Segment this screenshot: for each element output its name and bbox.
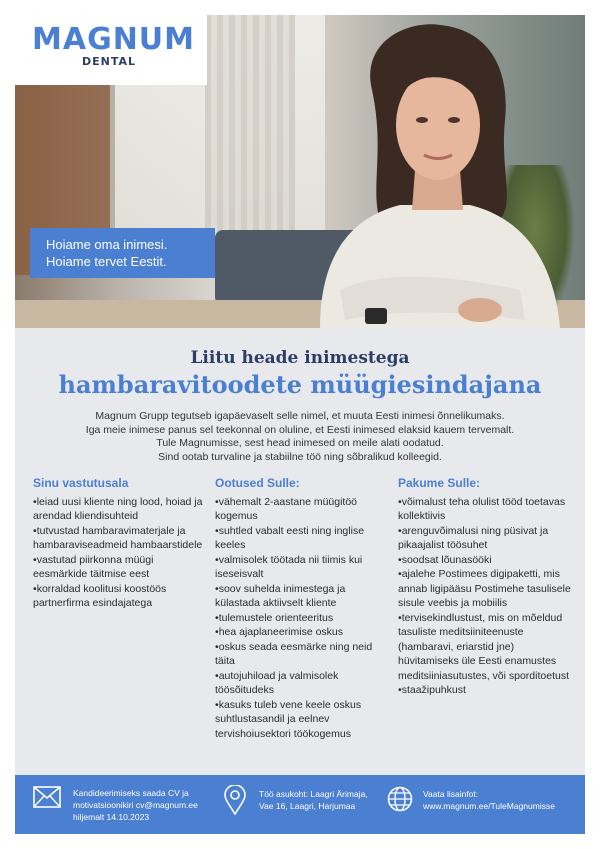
- list-item: • staažipuhkust: [398, 683, 573, 698]
- info-label: Vaata lisainfot:: [423, 789, 479, 799]
- info-link[interactable]: www.magnum.ee/TuleMagnumisse: [423, 801, 555, 811]
- column-title: Pakume Sulle:: [398, 476, 481, 490]
- list-item: • soodsat lõunasööki: [398, 553, 573, 568]
- heading-job-title: hambaravitoodete müügiesindajana: [58, 370, 542, 399]
- apply-line: Kandideerimiseks saada CV ja: [73, 788, 189, 798]
- intro-line: Iga meie inimese panus sel teekonnal on oluline, et Eesti inimesed elaksid kauem tervemalt.: [85, 423, 515, 436]
- list-item: • hea ajaplaneerimise oskus: [215, 625, 393, 640]
- work-location: [259, 788, 368, 812]
- list-item: • autojuhiload ja valmisolek töösõitudeks: [215, 669, 393, 698]
- tagline-line: Hoiame tervet Eestit.: [46, 254, 167, 269]
- list-item: • soov suhelda inimestega ja külastada aktiivselt kliente: [215, 582, 393, 611]
- responsibilities-list: [33, 495, 208, 611]
- hero-curtain: [205, 15, 295, 265]
- intro-text: [0, 410, 600, 464]
- apply-email-line[interactable]: motivatsioonikiri cv@magnum.ee: [73, 800, 198, 810]
- heading-small: Liitu heade inimestega: [190, 348, 410, 368]
- tagline-box: [30, 228, 215, 278]
- list-item: • ajalehe Postimees digipaketti, mis annab ligipääsu Postimehe tasulisele sisule veebis ja mobiilis: [398, 567, 573, 611]
- list-item: • tulemustele orienteeritus: [215, 611, 393, 626]
- more-info: [423, 788, 555, 812]
- list-item: • vähemalt 2-aastane müügitöö kogemus: [215, 495, 393, 524]
- brand-sub: DENTAL: [82, 55, 137, 68]
- list-item: • leiad uusi kliente ning lood, hoiad ja arendad kliendisuhteid: [33, 495, 208, 524]
- list-item: • arenguvõimalusi ning püsivat ja pikaajalist töösuhet: [398, 524, 573, 553]
- list-item: • vastutad piirkonna müügi eesmärkide täitmise eest: [33, 553, 208, 582]
- footer-bar: [15, 775, 585, 834]
- tagline-line: Hoiame oma inimesi.: [46, 237, 168, 252]
- intro-line: Tule Magnumisse, sest head inimesed on meile alati oodatud.: [156, 437, 444, 449]
- hero-person: [300, 20, 565, 328]
- list-item: • oskus seada eesmärke ning neid täita: [215, 640, 393, 669]
- offer-list: [398, 495, 573, 698]
- column-responsibilities: [33, 476, 208, 611]
- envelope-icon: [33, 786, 61, 808]
- column-expectations: [215, 476, 393, 741]
- column-title: Ootused Sulle:: [215, 476, 300, 490]
- list-item: • suhtled vabalt eesti ning inglise keeles: [215, 524, 393, 553]
- list-item: • kasuks tuleb vene keele oskus suhtlustasandil ja eelnev tervishoiusektori töökogemus: [215, 698, 393, 742]
- location-line: Vae 16, Laagri, Harjumaa: [259, 801, 356, 811]
- list-item: • tutvustad hambaravimaterjale ja hambaraviseadmeid hambaarstidele: [33, 524, 208, 553]
- apply-info: [73, 787, 198, 823]
- location-pin-icon: [224, 785, 246, 815]
- list-item: • korraldad koolitusi koostöös partnerfirma esindajatega: [33, 582, 208, 611]
- intro-line: Sind ootab turvaline ja stabiilne töö ning sõbralikud kolleegid.: [158, 450, 442, 463]
- location-line: Töö asukoht: Laagri Ärimaja,: [259, 789, 368, 799]
- column-offer: [398, 476, 573, 698]
- globe-icon: [387, 786, 413, 812]
- list-item: • tervisekindlustust, mis on mõeldud tasuliste meditsiiniteenuste (hambaravi, eriarstid jne) hüvitamiseks üle Eesti enamustes meditsiiniasutustes, või sporditoetust: [398, 611, 573, 684]
- expectations-list: [215, 495, 393, 742]
- list-item: • võimalust teha olulist tööd toetavas kollektiivis: [398, 495, 573, 524]
- apply-deadline: hiljemalt 14.10.2023: [73, 812, 150, 822]
- intro-line: Magnum Grupp tegutseb igapäevaselt selle nimel, et muuta Eesti inimesi õnnelikumaks.: [95, 410, 505, 422]
- brand-logo[interactable]: MAGNUM: [32, 22, 196, 57]
- column-title: Sinu vastutusala: [33, 476, 129, 490]
- list-item: • valmisolek töötada nii tiimis kui iseseisvalt: [215, 553, 393, 582]
